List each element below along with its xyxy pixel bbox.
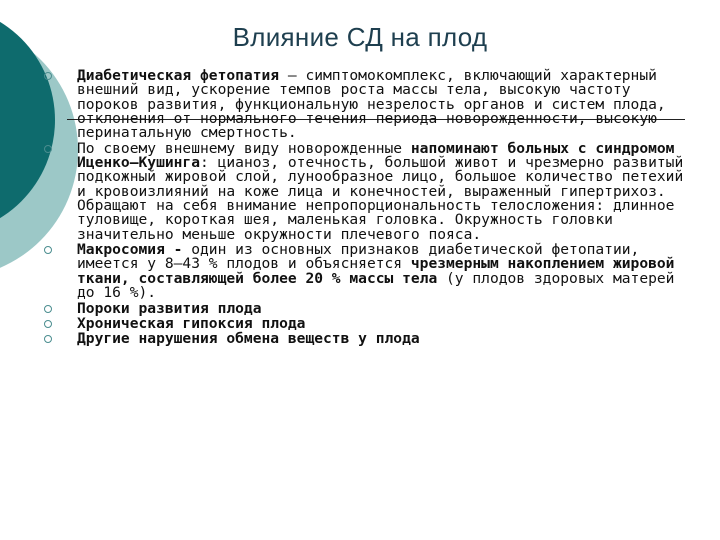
bullet-circle-icon xyxy=(44,305,52,313)
text: один из основных признаков диабетической фетопатии, имеется у 8—43 % плодов и объясняется xyxy=(77,241,640,273)
bullet-circle-icon xyxy=(44,145,52,153)
bold-text: чрезмерным накоплением жировой ткани, составляющей более 20 % массы тела xyxy=(77,255,675,287)
list-item xyxy=(44,332,694,346)
list-item xyxy=(44,139,694,243)
bold-text: напоминают больных с синдромом Иценко—Кушинга xyxy=(77,139,675,172)
list-item xyxy=(44,314,694,332)
text: По своему внешнему виду новорожденные xyxy=(77,139,411,157)
bullet-circle-icon xyxy=(44,335,52,343)
bold-text: Пороки развития плода xyxy=(77,299,262,317)
slide-title: Влияние СД на плод xyxy=(232,22,488,52)
bold-text: Хроническая гипоксия плода xyxy=(77,314,306,332)
bold-text: Другие нарушения обмена веществ у плода xyxy=(77,330,420,348)
list-item xyxy=(44,69,694,141)
text: – симптомокомплекс, включающий характерный внешний вид, ускорение темпов роста массы тела, высокую частоту пороков развития, функциональную незрелость органов и систем плода, отклонения от нормального течения периода новорожденности, высокую перинатальную смертность. xyxy=(77,67,666,142)
bullet-circle-icon xyxy=(44,72,52,80)
bullet-list xyxy=(44,69,694,347)
text: (у плодов здоровых матерей до 16 %). xyxy=(77,269,675,302)
bold-text: Макросомия - xyxy=(77,241,192,259)
list-item xyxy=(44,243,694,300)
bullet-circle-icon xyxy=(44,246,52,254)
bold-text: Диабетическая фетопатия xyxy=(77,67,280,84)
bullet-circle-icon xyxy=(44,320,52,328)
text: : цианоз, отечность, большой живот и чрезмерно развитый подкожный жировой слой, лунообразное лицо, большое количество петехий и кровоизлияний на коже лица и конечностей, выраженный гипертрихоз. Обращают на себя внимание непропорциональность телосложения: длинное туловище, короткая шея, маленькая головка. Окружность головки значительно меньше окружности плечевого пояса. xyxy=(77,154,684,243)
list-item xyxy=(44,299,694,317)
